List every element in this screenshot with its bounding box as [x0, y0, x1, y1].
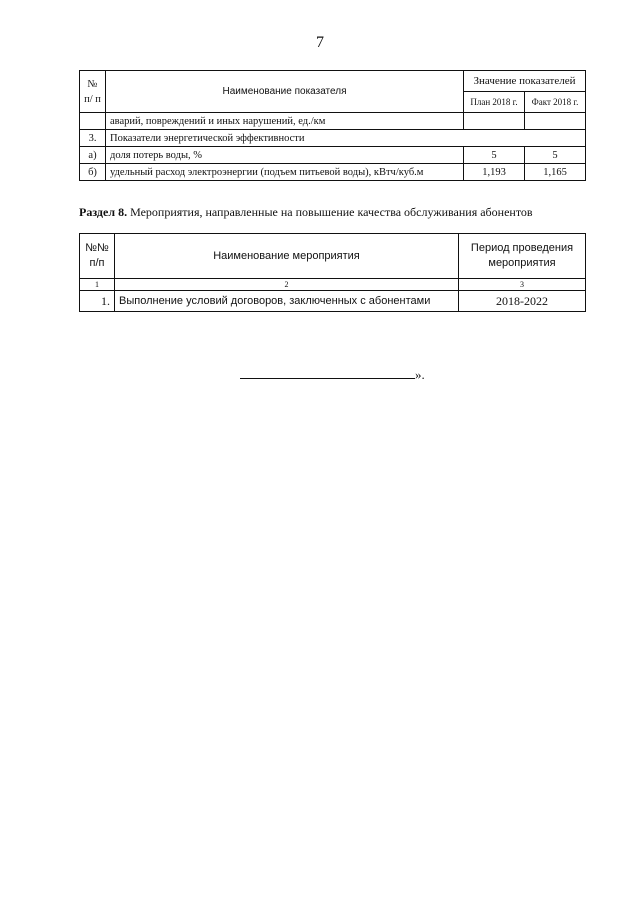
section-heading — [79, 205, 533, 220]
row-indicator: Показатели энергетической эффективности — [106, 130, 586, 147]
row-number — [80, 113, 106, 130]
row-number: а) — [80, 147, 106, 164]
row-fact — [525, 113, 586, 130]
header-indicator-values: Значение показателей — [464, 71, 586, 92]
column-index-row — [80, 279, 586, 291]
header-measure-name: Наименование мероприятия — [115, 234, 459, 279]
column-index: 1 — [80, 279, 115, 291]
header-indicator-name: Наименование показателя — [106, 71, 464, 113]
header-number: №№ п/п — [80, 234, 115, 279]
closing-quote: ». — [415, 367, 425, 382]
header-period: Период проведения мероприятия — [459, 234, 586, 279]
table-row — [80, 291, 586, 312]
closing-line — [240, 366, 425, 383]
row-plan: 5 — [464, 147, 525, 164]
row-measure: Выполнение условий договоров, заключенных с абонентами — [115, 291, 459, 312]
row-period: 2018-2022 — [459, 291, 586, 312]
table-row — [80, 113, 586, 130]
row-number: 3. — [80, 130, 106, 147]
underline-blank — [240, 366, 415, 379]
measures-table — [79, 233, 586, 312]
row-indicator: удельный расход электроэнергии (подъем питьевой воды), кВтч/куб.м — [106, 164, 464, 181]
row-fact: 1,165 — [525, 164, 586, 181]
table-header-row — [80, 234, 586, 279]
row-fact: 5 — [525, 147, 586, 164]
row-indicator: аварий, повреждений и иных нарушений, ед./км — [106, 113, 464, 130]
column-index: 2 — [115, 279, 459, 291]
table-row — [80, 164, 586, 181]
row-indicator: доля потерь воды, % — [106, 147, 464, 164]
header-plan: План 2018 г. — [464, 92, 525, 113]
section-label: Раздел 8. — [79, 205, 128, 219]
header-fact: Факт 2018 г. — [525, 92, 586, 113]
indicators-table — [79, 70, 586, 181]
page-number: 7 — [316, 34, 324, 51]
header-number: № п/ п — [80, 71, 106, 113]
row-plan: 1,193 — [464, 164, 525, 181]
table-row — [80, 147, 586, 164]
table-row — [80, 130, 586, 147]
column-index: 3 — [459, 279, 586, 291]
section-title: Мероприятия, направленные на повышение качества обслуживания абонентов — [130, 205, 533, 219]
row-number: б) — [80, 164, 106, 181]
row-number: 1. — [80, 291, 115, 312]
row-plan — [464, 113, 525, 130]
table-header-row — [80, 71, 586, 92]
